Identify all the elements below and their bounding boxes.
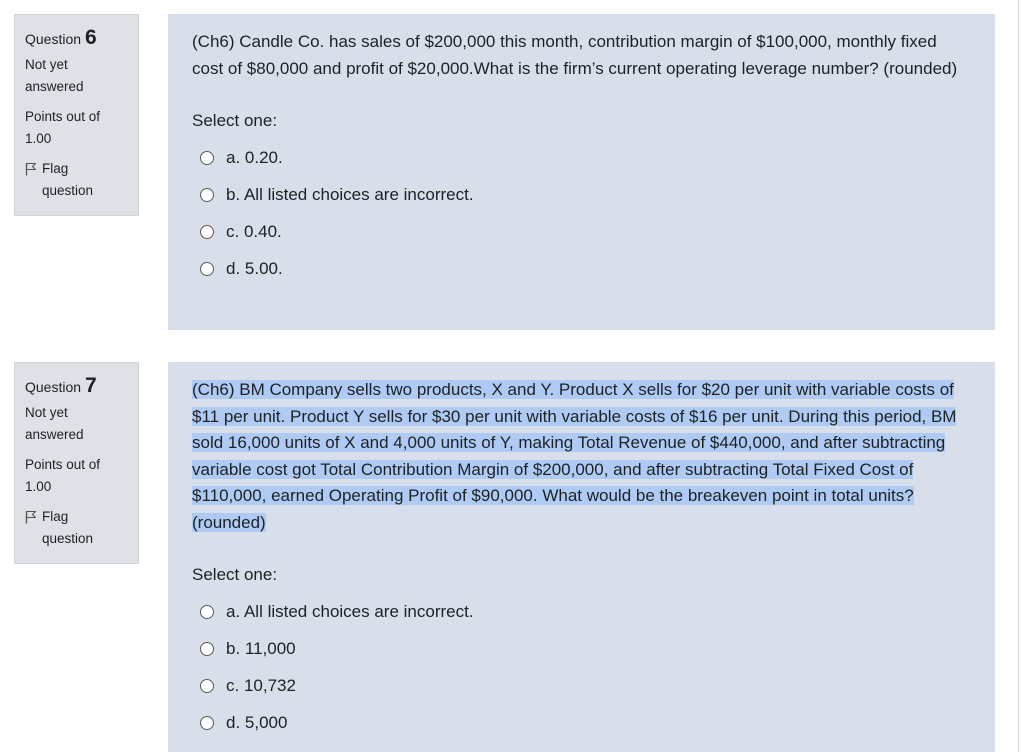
answer-option-a[interactable] xyxy=(192,139,971,176)
question-number-value: 6 xyxy=(84,26,97,49)
answer-label: c. 0.40. xyxy=(226,221,282,241)
question-state: Not yet answered xyxy=(25,405,84,442)
flag-icon xyxy=(25,510,37,524)
radio-button[interactable] xyxy=(200,605,214,619)
flag-question-label: Flag question xyxy=(42,509,94,546)
radio-button[interactable] xyxy=(200,642,214,656)
question-label: Question xyxy=(25,379,82,395)
question-text: (Ch6) Candle Co. has sales of $200,000 this month, contribution margin of $100,000, monthly fixed cost of $80,000 and profit of $20,000.What is the firm’s current operating leverage number? (rounded) xyxy=(192,32,958,78)
radio-button[interactable] xyxy=(200,151,214,165)
question-text xyxy=(192,377,971,536)
select-one-prompt: Select one: xyxy=(192,111,278,130)
answer-option-c[interactable] xyxy=(192,667,971,704)
radio-button[interactable] xyxy=(200,679,214,693)
radio-button[interactable] xyxy=(200,716,214,730)
radio-button[interactable] xyxy=(200,225,214,239)
question-grade: Points out of 1.00 xyxy=(25,457,101,494)
selected-text-highlight: (Ch6) BM Company sells two products, X and Y. Product X sells for $20 per unit with variable costs of $11 per unit. Product Y sells for $30 per unit with variable costs of $16 per unit. During this period, BM sold 16,000 units of X and 4,000 units of Y, making Total Revenue of $440,000, and after subtracting variable cost got Total Contribution Margin of $200,000, and after subtracting Total Fixed Cost of $110,000, earned Operating Profit of $90,000. What would be the breakeven point in total units? (rounded) xyxy=(192,380,957,532)
answer-option-d[interactable] xyxy=(192,704,971,741)
answer-option-c[interactable] xyxy=(192,213,971,250)
flag-question-link[interactable] xyxy=(25,506,128,550)
answer-options xyxy=(192,139,971,287)
flag-icon xyxy=(25,162,37,176)
answer-label: c. 10,732 xyxy=(226,675,296,695)
radio-button[interactable] xyxy=(200,188,214,202)
question-state: Not yet answered xyxy=(25,57,84,94)
question-grade: Points out of 1.00 xyxy=(25,109,101,146)
flag-question-label: Flag question xyxy=(42,161,94,198)
answer-options xyxy=(192,593,971,741)
answer-label: a. All listed choices are incorrect. xyxy=(226,601,474,621)
radio-button[interactable] xyxy=(200,262,214,276)
question-label: Question xyxy=(25,31,82,47)
answer-label: d. 5.00. xyxy=(226,258,283,278)
answer-option-b[interactable] xyxy=(192,176,971,213)
answer-option-b[interactable] xyxy=(192,630,971,667)
answer-option-a[interactable] xyxy=(192,593,971,630)
question-content-6 xyxy=(168,14,995,330)
answer-label: d. 5,000 xyxy=(226,712,288,732)
answer-label: a. 0.20. xyxy=(226,147,283,167)
question-info-7 xyxy=(14,362,139,564)
answer-label: b. All listed choices are incorrect. xyxy=(226,184,474,204)
question-number xyxy=(25,373,128,400)
answer-label: b. 11,000 xyxy=(226,638,296,658)
answer-option-d[interactable] xyxy=(192,250,971,287)
flag-question-link[interactable] xyxy=(25,158,128,202)
page-edge-divider xyxy=(1018,0,1019,752)
question-number-value: 7 xyxy=(84,374,97,397)
question-number xyxy=(25,25,128,52)
select-one-prompt: Select one: xyxy=(192,565,278,584)
question-info-6 xyxy=(14,14,139,216)
question-content-7 xyxy=(168,362,995,752)
